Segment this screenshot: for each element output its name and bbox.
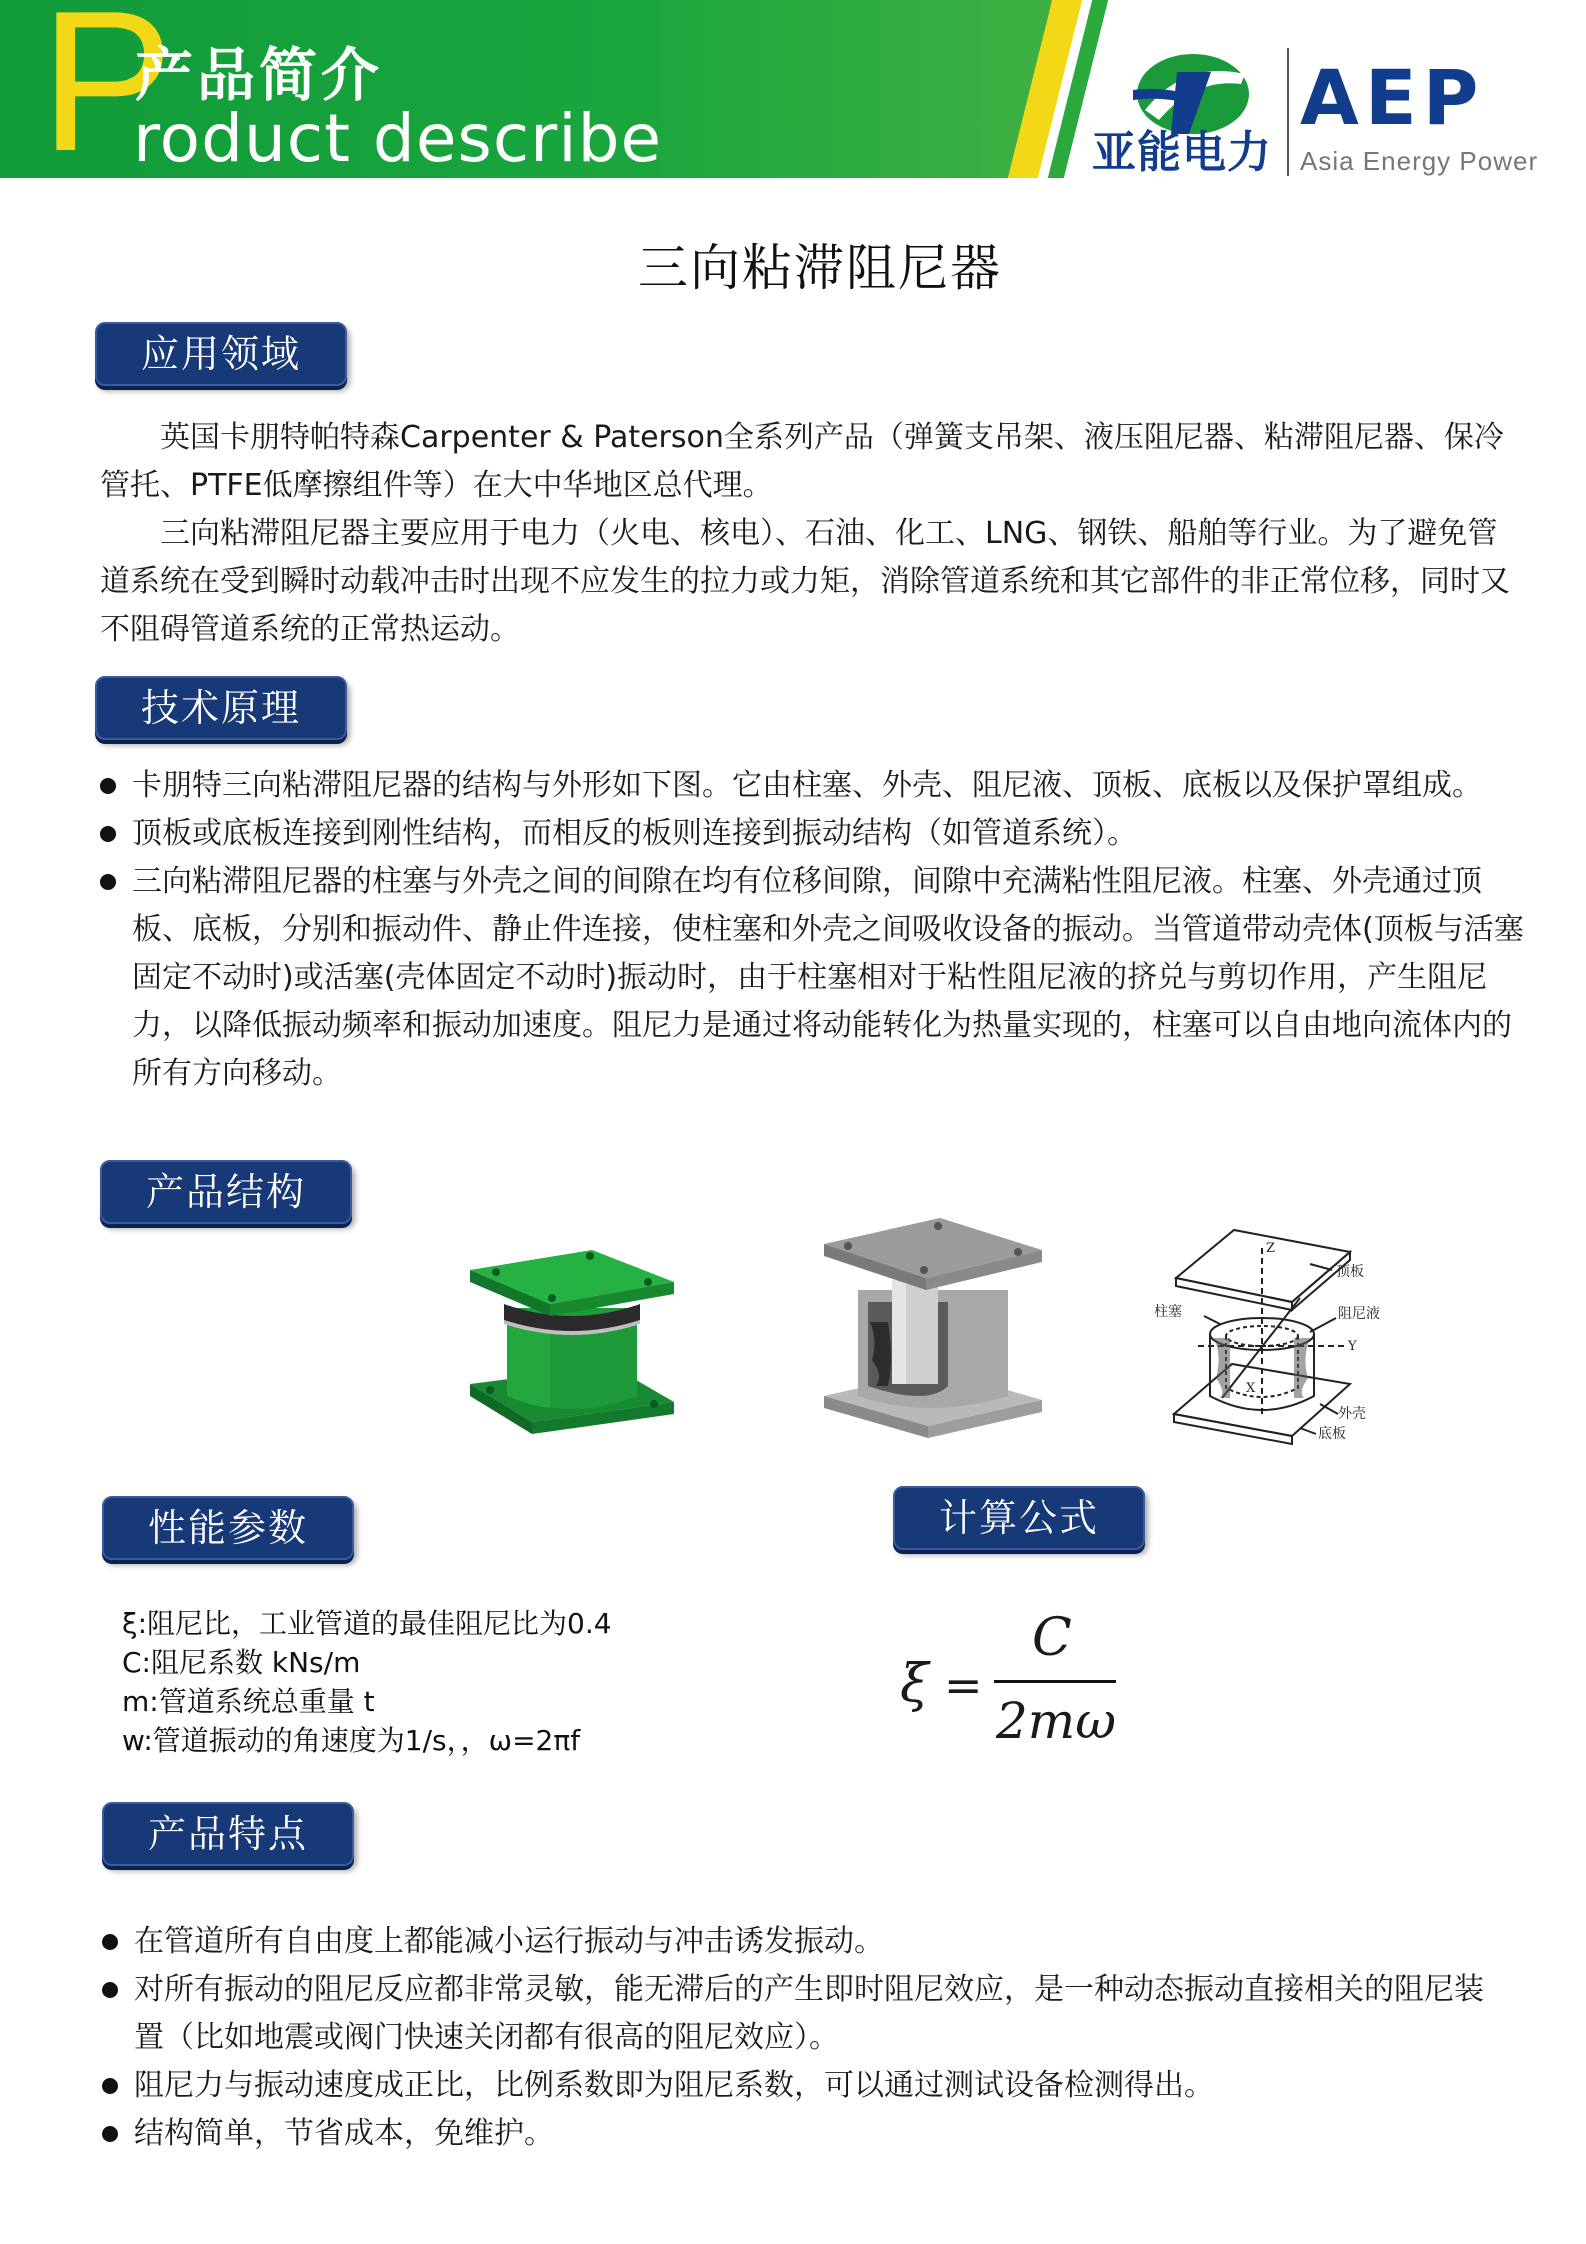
performance-parameter-list — [122, 1604, 822, 1760]
logo-divider — [1287, 48, 1289, 176]
banner-title-en: roduct describe — [133, 100, 663, 177]
param-total-weight: m:管道系统总重量 t — [122, 1685, 375, 1718]
label-shell: 外壳 — [1338, 1406, 1366, 1422]
damper-structure-diagram — [1150, 1228, 1430, 1448]
application-paragraph-1: 英国卡朋特帕特森Carpenter & Paterson全系列产品（弹簧支吊架、液压阻尼器、粘滞阻尼器、保冷管托、PTFE低摩擦组件等）在大中华地区总代理。 — [100, 420, 1504, 503]
section-tag-features: 产品特点 — [102, 1802, 354, 1866]
principle-bullet-3: 三向粘滞阻尼器的柱塞与外壳之间的间隙在均有位移间隙，间隙中充满粘性阻尼液。柱塞、外壳通过顶板、底板，分别和振动件、静止件连接，使柱塞和外壳之间吸收设备的振动。当管道带动壳体(顶板与活塞固定不动时)或活塞(壳体固定不动时)振动时，由于柱塞相对于粘性阻尼液的挤兑与剪切作用，产生阻尼力，以降低振动频率和振动加速度。阻尼力是通过将动能转化为热量实现的，柱塞可以自由地向流体内的所有方向移动。 — [100, 858, 1530, 1098]
section-tag-application: 应用领域 — [95, 322, 347, 386]
application-paragraph-2: 三向粘滞阻尼器主要应用于电力（火电、核电）、石油、化工、LNG、钢铁、船舶等行业。为了避免管道系统在受到瞬时动载冲击时出现不应发生的拉力或力矩，消除管道系统和其它部件的非正常位移，同时又不阻碍管道系统的正常热运动。 — [100, 516, 1510, 647]
axis-y-label: Y — [1348, 1339, 1357, 1354]
formula-fraction-bar — [994, 1680, 1116, 1683]
banner-title-cn: 产品简介 — [135, 41, 384, 109]
section-tag-performance: 性能参数 — [102, 1496, 354, 1560]
axis-x-label: X — [1246, 1381, 1256, 1396]
damping-ratio-formula — [900, 1608, 1140, 1758]
page-title: 三向粘滞阻尼器 — [638, 239, 1002, 297]
principle-bullet-1: 卡朋特三向粘滞阻尼器的结构与外形如下图。它由柱塞、外壳、阻尼液、顶板、底板以及保护罩组成。 — [100, 762, 1530, 810]
logo-name-en: Asia Energy Power — [1300, 146, 1539, 176]
param-angular-velocity: w:管道振动的角速度为1/s，，ω=2πf — [122, 1724, 581, 1757]
feature-bullet-2: 对所有振动的阻尼反应都非常灵敏，能无滞后的产生即时阻尼效应，是一种动态振动直接相关的阻尼装置（比如地震或阀门快速关闭都有很高的阻尼效应）。 — [102, 1966, 1502, 2062]
param-damping-coefficient: C:阻尼系数 kNs/m — [122, 1646, 361, 1679]
banner-big-letter: P — [40, 0, 174, 193]
principle-bullet-list — [100, 762, 1530, 1098]
label-plunger: 柱塞 — [1154, 1304, 1182, 1320]
damper-cutaway-render — [818, 1210, 1048, 1440]
principle-bullet-2: 顶板或底板连接到刚性结构，而相反的板则连接到振动结构（如管道系统）。 — [100, 810, 1530, 858]
label-top-plate: 顶板 — [1336, 1264, 1364, 1280]
label-bottom-plate: 底板 — [1318, 1426, 1346, 1442]
section-tag-structure: 产品结构 — [100, 1160, 352, 1224]
logo-name-cn: 亚能电力 — [1092, 127, 1272, 178]
company-logo-icon — [1125, 50, 1255, 138]
damper-product-photo — [462, 1224, 682, 1464]
formula-numerator: C — [1032, 1608, 1072, 1668]
formula-lhs: ξ — [900, 1654, 929, 1714]
header-banner — [0, 0, 1586, 193]
logo-abbr: AEP — [1300, 53, 1485, 142]
formula-equals: = — [944, 1658, 983, 1712]
section-tag-principle: 技术原理 — [95, 676, 347, 740]
label-fluid: 阻尼液 — [1338, 1306, 1380, 1322]
param-damping-ratio: ξ:阻尼比，工业管道的最佳阻尼比为0.4 — [122, 1607, 612, 1640]
feature-bullet-3: 阻尼力与振动速度成正比，比例系数即为阻尼系数，可以通过测试设备检测得出。 — [102, 2062, 1502, 2110]
axis-z-label: Z — [1266, 1241, 1276, 1256]
features-bullet-list — [102, 1918, 1502, 2158]
section-tag-formula: 计算公式 — [893, 1486, 1145, 1550]
formula-denominator: 2mω — [996, 1692, 1116, 1750]
feature-bullet-1: 在管道所有自由度上都能减小运行振动与冲击诱发振动。 — [102, 1918, 1502, 1966]
feature-bullet-4: 结构简单，节省成本，免维护。 — [102, 2110, 1502, 2158]
